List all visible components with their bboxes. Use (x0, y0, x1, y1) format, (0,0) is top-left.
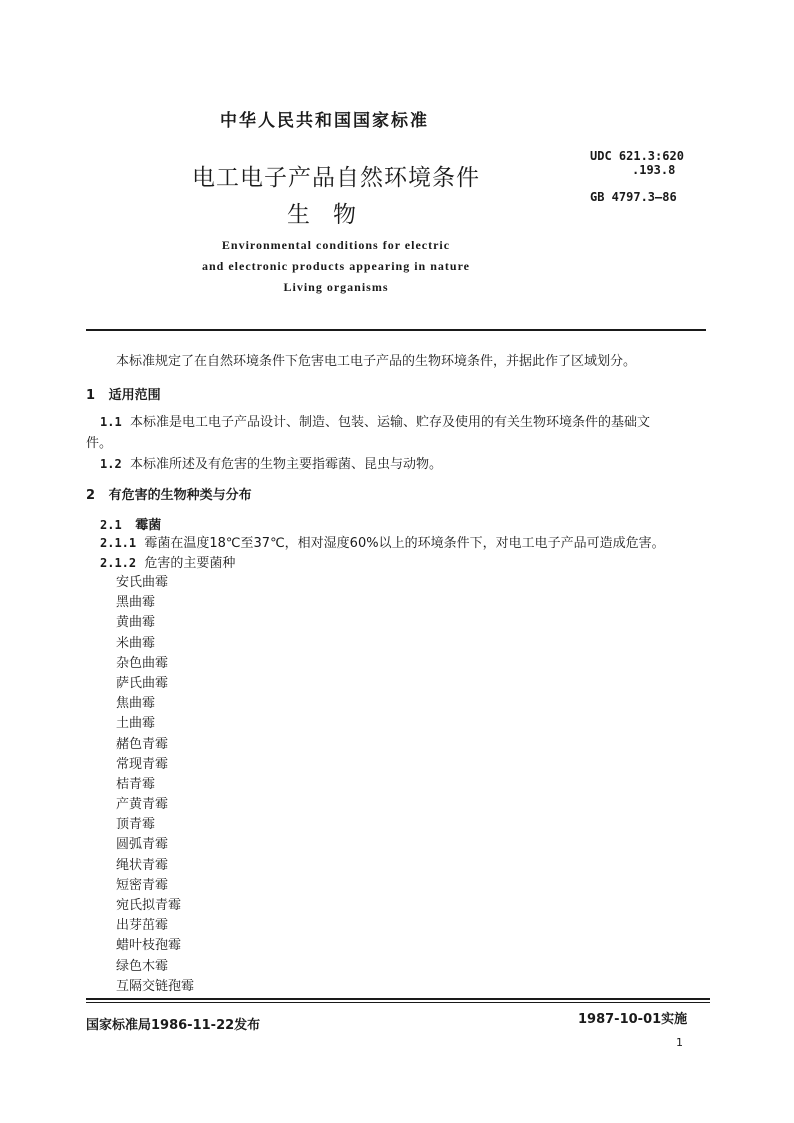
list-item: 顶青霉 (116, 817, 156, 833)
list-item: 宛氏拟青霉 (116, 898, 182, 913)
section-number: 1 (86, 388, 96, 403)
clause-title: 霉菌 (135, 518, 162, 533)
clause-1-1 (100, 411, 650, 430)
clause-text: 本标准所述及有危害的生物主要指霉菌、昆虫与动物。 (129, 457, 442, 472)
list-item: 短密青霉 (116, 877, 169, 893)
mold-species-list (116, 573, 194, 997)
list-item: 焦曲霉 (116, 696, 156, 712)
list-item: 杂色曲霉 (116, 655, 169, 671)
document-title: 电工电子产品自然环境条件 (192, 165, 480, 191)
clause-number: 2.1.1 (100, 536, 137, 550)
footer-divider-bottom (86, 1002, 710, 1003)
clause-text: 霉菌在温度18℃至37℃，相对湿度60%以上的环境条件下，对电工电子产品可造成危害。 (144, 536, 665, 551)
udc-code (590, 149, 684, 177)
document-subtitle: 生 物 (287, 202, 356, 228)
clause-text: 本标准是电工电子产品设计、制造、包装、运输、贮存及使用的有关生物环境条件的基础文 (129, 415, 650, 430)
page-number: 1 (676, 1036, 683, 1049)
list-item: 土曲霉 (116, 716, 156, 732)
clause-2-1-1 (100, 532, 665, 551)
clause-2-1-2 (100, 552, 235, 571)
list-item: 安氏曲霉 (116, 575, 169, 590)
list-item: 黄曲霉 (116, 615, 156, 631)
footer-divider-top (86, 998, 710, 1000)
header-divider (86, 329, 706, 331)
clause-2-1-heading (100, 514, 161, 533)
english-title-line3: Living organisms (283, 280, 389, 294)
section-2-heading (86, 484, 252, 503)
clause-number: 2.1 (100, 518, 122, 532)
list-item: 绳状青霉 (116, 857, 169, 873)
list-item: 常现青霉 (116, 756, 169, 772)
clause-number: 1.1 (100, 415, 122, 429)
list-item: 赭色青霉 (116, 736, 169, 752)
english-title-line2: and electronic products appearing in nature (201, 259, 471, 273)
clause-1-2 (100, 453, 442, 472)
clause-number: 2.1.2 (100, 556, 137, 570)
clause-number: 1.2 (100, 457, 122, 471)
implementation-date: 1987-10-01实施 (578, 1012, 688, 1027)
section-title: 有危害的生物种类与分布 (108, 488, 252, 503)
list-item: 米曲霉 (116, 635, 156, 651)
list-item: 蜡叶枝孢霉 (116, 938, 182, 954)
list-item: 桔青霉 (116, 776, 156, 792)
intro-paragraph: 本标准规定了在自然环境条件下危害电工电子产品的生物环境条件，并据此作了区域划分。 (116, 354, 637, 369)
section-1-heading (86, 384, 161, 403)
list-item: 圆弧青霉 (116, 837, 169, 853)
english-title-line1: Environmental conditions for electric (221, 238, 451, 252)
list-item: 互隔交链孢霉 (116, 978, 195, 994)
gb-code: GB 4797.3—86 (590, 190, 677, 204)
list-item: 黑曲霉 (116, 595, 156, 611)
list-item: 绿色木霉 (116, 958, 169, 974)
list-item: 萨氏曲霉 (116, 675, 169, 691)
section-title: 适用范围 (108, 388, 161, 403)
clause-text: 危害的主要菌种 (144, 556, 236, 571)
section-number: 2 (86, 488, 96, 503)
udc-code-line2: .193.8 (632, 163, 676, 177)
list-item: 出芽茁霉 (116, 918, 169, 934)
issue-date: 国家标准局1986-11-22发布 (86, 1018, 261, 1033)
national-standard-heading: 中华人民共和国国家标准 (220, 111, 429, 131)
udc-code-line1: UDC 621.3:620 (590, 149, 684, 163)
clause-1-1-continuation: 件。 (86, 436, 113, 451)
list-item: 产黄青霉 (116, 797, 169, 813)
